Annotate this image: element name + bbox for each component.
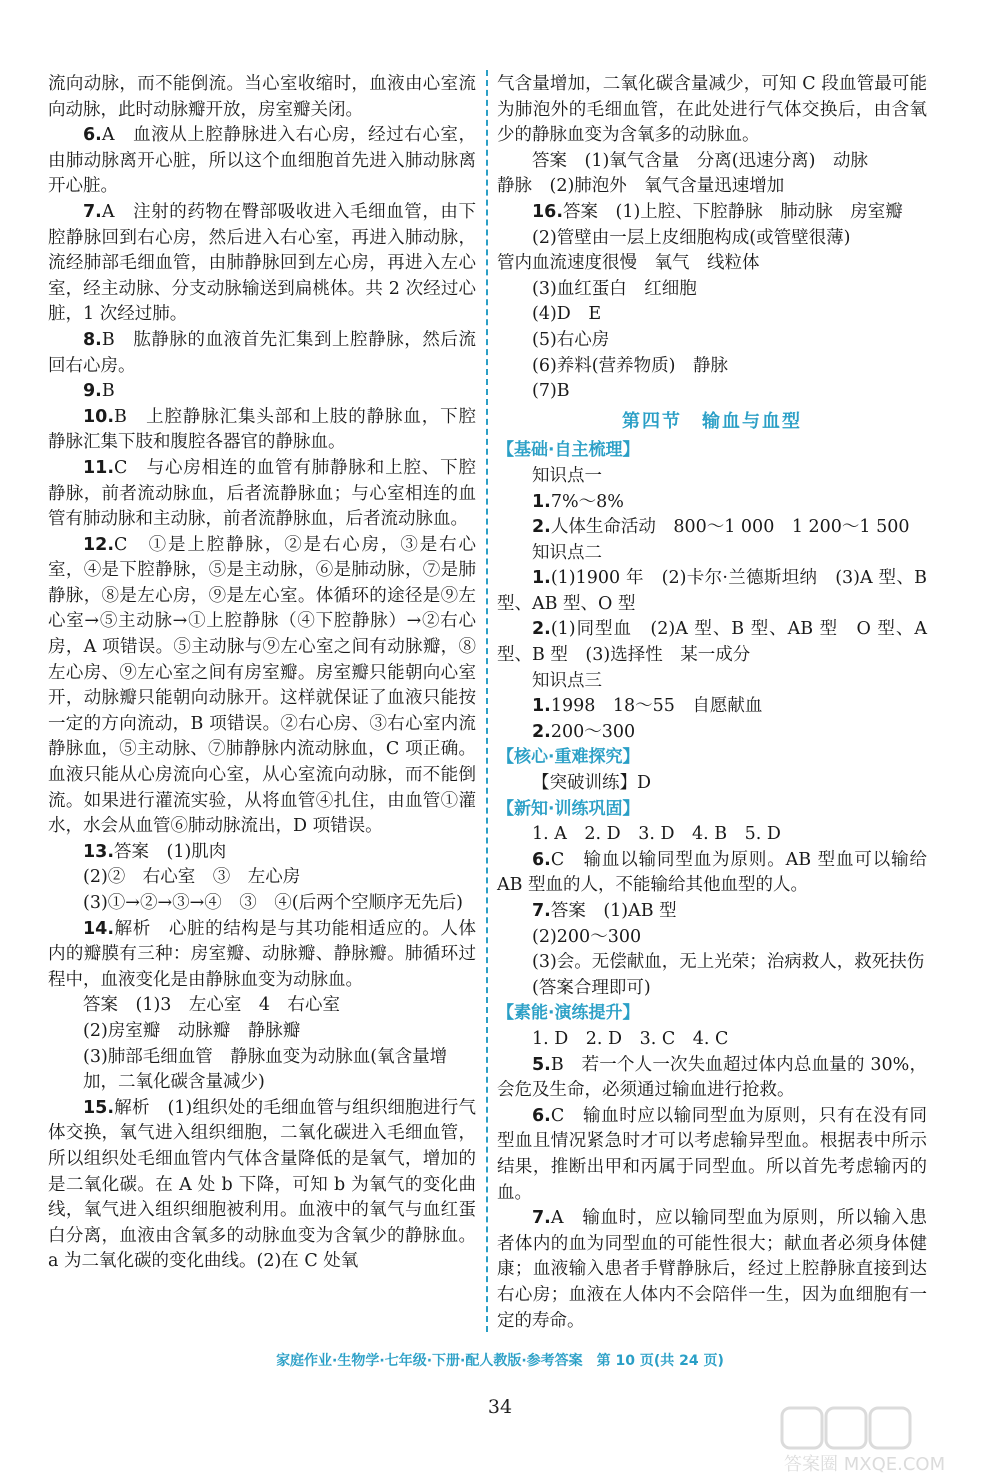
answer-paragraph	[497, 174, 927, 200]
answer-text: (3)①→②→③→④ ③ ④(后两个空顺序无先后)	[83, 893, 463, 913]
answer-paragraph	[48, 328, 476, 379]
answer-paragraph	[497, 669, 927, 695]
answer-text: C 输血以输同型血为原则。AB 型血可以输给 AB 型血的人，不能输给其他血型的人。	[497, 849, 927, 896]
answer-paragraph	[497, 515, 927, 541]
answer-paragraph	[497, 328, 927, 354]
answer-text: 解析 (1)组织处的毛细血管与组织细胞进行气体交换，氧气进入组织细胞，二氧化碳进入毛细血管，所以组织处毛细血管内气体含量降低的是氧气，增加的是二氧化碳。在 A 处 b 下降，可知 b 为氧气的变化曲线，氧气进入组织细胞被利用。血液中的氧气与血红蛋白分离，血液由含氧多的动脉血变为含氧少的静脉血。a 为二氧化碳的变化曲线。(2)在 C 处氧	[48, 1097, 476, 1272]
question-number: 11.	[83, 457, 115, 478]
answer-text: A 注射的药物在臀部吸收进入毛细血管，由下腔静脉回到右心房，然后进入右心室，再进入肺动脉，流经肺部毛细血管，由肺静脉回到左心房，再进入左心室，经主动脉、分支动脉输送到扁桃体。共 2 次经过心脏，1 次经过肺。	[48, 201, 476, 325]
answer-text: 答案 (1)3 左心室 4 右心室	[83, 995, 341, 1016]
answer-paragraph	[48, 891, 476, 917]
answer-paragraph	[497, 899, 927, 925]
right-column	[497, 72, 927, 1334]
answer-paragraph	[497, 848, 927, 899]
answer-paragraph	[497, 950, 927, 1001]
answer-text: A 输血时，应以输同型血为原则，所以输入患者体内的血为同型血的可能性很大；献血者必须身体健康；血液输入患者手臂静脉后，经过上腔静脉直接到达右心房；血液在人体内不会陪伴一生，因为血细胞有一定的寿命。	[497, 1208, 927, 1331]
answer-paragraph	[48, 533, 476, 840]
question-number: 1.	[532, 696, 551, 717]
answer-text: 解析 心脏的结构是与其功能相适应的。人体内的瓣膜有三种：房室瓣、动脉瓣、静脉瓣。肺循环过程中，血液变化是由静脉血变为动脉血。	[48, 918, 476, 990]
answer-text: 答案 (1)氧气含量 分离(迅速分离) 动脉	[532, 150, 868, 171]
question-number: 2.	[532, 517, 551, 538]
answer-text: (1)同型血 (2)A 型、B 型、AB 型 O 型、A 型、B 型 (3)选择性 某一成分	[497, 619, 927, 666]
answer-text: 静脉 (2)肺泡外 氧气含量迅速增加	[497, 176, 785, 197]
answer-paragraph	[497, 694, 927, 720]
answer-paragraph	[48, 379, 476, 405]
question-number: 2.	[532, 619, 551, 640]
answer-text: B 肱静脉的血液首先汇集到上腔静脉，然后流回右心房。	[48, 329, 476, 376]
answer-text: A 血液从上腔静脉进入右心房，经过右心室，由肺动脉离开心脏，所以这个血细胞首先进入肺动脉离开心脏。	[48, 125, 476, 197]
question-number: 9.	[83, 381, 102, 402]
question-number: 7.	[532, 1208, 551, 1229]
answer-text: (2)管壁由一层上皮细胞构成(或管壁很薄)	[532, 227, 851, 248]
answer-paragraph	[48, 72, 476, 123]
answer-text: C 输血时应以输同型血为原则，只有在没有同型血且情况紧急时才可以考虑输异型血。根据表中所示结果，推断出甲和丙属于同型血。所以首先考虑输丙的血。	[497, 1105, 927, 1203]
answer-paragraph	[497, 149, 927, 175]
page-footer: 家庭作业·生物学·七年级·下册·配人教版·参考答案 第 10 页(共 24 页)	[276, 1353, 724, 1369]
answer-text: 1998 18～55 自愿献血	[550, 696, 763, 717]
answer-text: 7%～8%	[550, 491, 624, 512]
answer-text: 答案 (1)上腔、下腔静脉 肺动脉 房室瓣	[563, 201, 903, 222]
answer-text: B 若一个人一次失血超过体内总血量的 30%，会危及生命，必须通过输血进行抢救。	[497, 1054, 927, 1101]
answer-text: (3)会。无偿献血，无上光荣；治病救人，救死扶伤(答案合理即可)	[532, 952, 925, 998]
answer-paragraph	[48, 123, 476, 200]
section-tag: 【核心·重难探究】	[497, 747, 640, 768]
answer-paragraph	[497, 464, 927, 490]
answer-text: 管内血流速度很慢 氧气 线粒体	[497, 253, 760, 274]
answer-paragraph	[48, 1019, 476, 1045]
answer-paragraph	[48, 1096, 476, 1275]
answer-text: 知识点一	[532, 465, 602, 486]
answer-paragraph	[497, 354, 927, 380]
question-number: 6.	[83, 125, 102, 146]
answer-paragraph	[497, 226, 927, 252]
question-number: 6.	[532, 1105, 551, 1126]
question-number: 5.	[532, 1054, 551, 1075]
section-tag: 【基础·自主梳理】	[497, 440, 640, 461]
question-number: 6.	[532, 849, 551, 870]
question-number: 1.	[532, 491, 551, 512]
page-number: 34	[487, 1396, 513, 1418]
answer-text: 流向动脉，而不能倒流。当心室收缩时，血液由心室流向动脉，此时动脉瓣开放，房室瓣关闭。	[48, 74, 476, 120]
answer-paragraph	[48, 840, 476, 866]
answer-paragraph	[497, 566, 927, 617]
answer-text: B	[101, 381, 115, 402]
answer-paragraph	[497, 720, 927, 746]
section-tag: 【素能·演练提升】	[497, 1003, 640, 1024]
answer-paragraph	[497, 200, 927, 226]
watermark-logo	[780, 1404, 960, 1476]
answer-paragraph	[497, 277, 927, 303]
answer-text: 1. D 2. D 3. C 4. C	[532, 1028, 729, 1049]
answer-text: (4)D E	[532, 304, 602, 325]
question-number: 15.	[83, 1097, 115, 1118]
answer-paragraph	[48, 865, 476, 891]
answer-text: 200～300	[550, 721, 636, 742]
answer-paragraph	[497, 72, 927, 149]
question-number: 1.	[532, 568, 551, 589]
answer-text: (7)B	[532, 381, 570, 402]
watermark-text: 答案圈 MXQE.COM	[784, 1454, 946, 1475]
answer-paragraph	[48, 1045, 476, 1096]
question-number: 10.	[83, 406, 115, 427]
question-number: 14.	[83, 918, 115, 939]
question-number: 8.	[83, 329, 102, 350]
answer-paragraph	[497, 1206, 927, 1334]
answer-text: 人体生命活动 800～1 000 1 200～1 500	[550, 517, 910, 538]
section-tag: 【新知·训练巩固】	[497, 798, 640, 819]
answer-text: (5)右心房	[532, 329, 610, 350]
answer-paragraph	[497, 490, 927, 516]
answer-paragraph	[497, 1027, 927, 1053]
answer-paragraph	[497, 925, 927, 951]
column-divider	[486, 70, 488, 1332]
answer-paragraph	[497, 541, 927, 567]
section-title: 第四节 输血与血型	[622, 410, 802, 432]
question-number: 7.	[83, 201, 102, 222]
answer-paragraph	[48, 200, 476, 328]
answer-text: B 上腔静脉汇集头部和上肢的静脉血，下腔静脉汇集下肢和腹腔各器官的静脉血。	[48, 406, 476, 453]
question-number: 7.	[532, 901, 551, 921]
answer-text: 【突破训练】D	[532, 773, 652, 794]
question-number: 2.	[532, 721, 551, 742]
answer-text: 知识点二	[532, 542, 602, 563]
answer-text: (2)房室瓣 动脉瓣 静脉瓣	[83, 1020, 301, 1041]
answer-paragraph	[48, 405, 476, 456]
answer-text: (6)养料(营养物质) 静脉	[532, 355, 728, 376]
answer-text: 1. A 2. D 3. D 4. B 5. D	[532, 824, 781, 845]
answer-text: (2)② 右心室 ③ 左心房	[83, 867, 301, 888]
answer-paragraph	[497, 771, 927, 797]
answer-text: C 与心房相连的血管有肺静脉和上腔、下腔静脉，前者流动脉血，后者流静脉血；与心室相连的血管有肺动脉和主动脉，前者流静脉血，后者流动脉血。	[48, 457, 476, 530]
answer-paragraph	[497, 1053, 927, 1104]
answer-paragraph	[497, 1104, 927, 1206]
answer-paragraph	[497, 617, 927, 668]
question-number: 16.	[532, 201, 564, 222]
answer-text: (3)肺部毛细血管 静脉血变为动脉血(氧含量增加，二氧化碳含量减少)	[83, 1046, 448, 1093]
left-column	[48, 72, 476, 1275]
answer-paragraph	[497, 379, 927, 405]
answer-paragraph	[497, 302, 927, 328]
answer-paragraph	[48, 993, 476, 1019]
answer-text: 气含量增加，二氧化碳含量减少，可知 C 段血管最可能为肺泡外的毛细血管，在此处进行气体交换后，由含氧少的静脉血变为含氧多的动脉血。	[497, 74, 927, 146]
answer-text: C ①是上腔静脉，②是右心房，③是右心室，④是下腔静脉，⑤是主动脉，⑥是肺动脉，⑦是肺静脉，⑧是左心房，⑨是左心室。体循环的途径是⑨左心室→⑤主动脉→①上腔静脉（④下腔静脉）→②右心房，A 项错误。⑤主动脉与⑨左心室之间有动脉瓣，⑧左心房、⑨左心室之间有房室瓣。房室瓣只能朝向心室开，动脉瓣只能朝向动脉开。这样就保证了血液只能按一定的方向流动，B 项错误。②右心房、③右心室内流静脉血，⑤主动脉、⑦肺静脉内流动脉血，C 项正确。血液只能从心房流向心室，从心室流向动脉，而不能倒流。如果进行灌流实验，从将血管④扎住，由血管①灌水，水会从血管⑥肺动脉流出，D 项错误。	[48, 534, 476, 837]
answer-paragraph	[48, 917, 476, 994]
answer-paragraph	[497, 251, 927, 277]
answer-text: (3)血红蛋白 红细胞	[532, 278, 697, 299]
question-number: 13.	[83, 841, 115, 862]
answer-paragraph	[48, 456, 476, 533]
answer-text: (2)200～300	[532, 926, 642, 947]
answer-paragraph	[497, 822, 927, 848]
question-number: 12.	[83, 534, 115, 555]
answer-text: 知识点三	[532, 670, 602, 691]
answer-text: 答案 (1)肌肉	[114, 841, 227, 862]
answer-text: (1)1900 年 (2)卡尔·兰德斯坦纳 (3)A 型、B 型、AB 型、O 型	[497, 568, 927, 614]
answer-text: 答案 (1)AB 型	[550, 901, 677, 921]
